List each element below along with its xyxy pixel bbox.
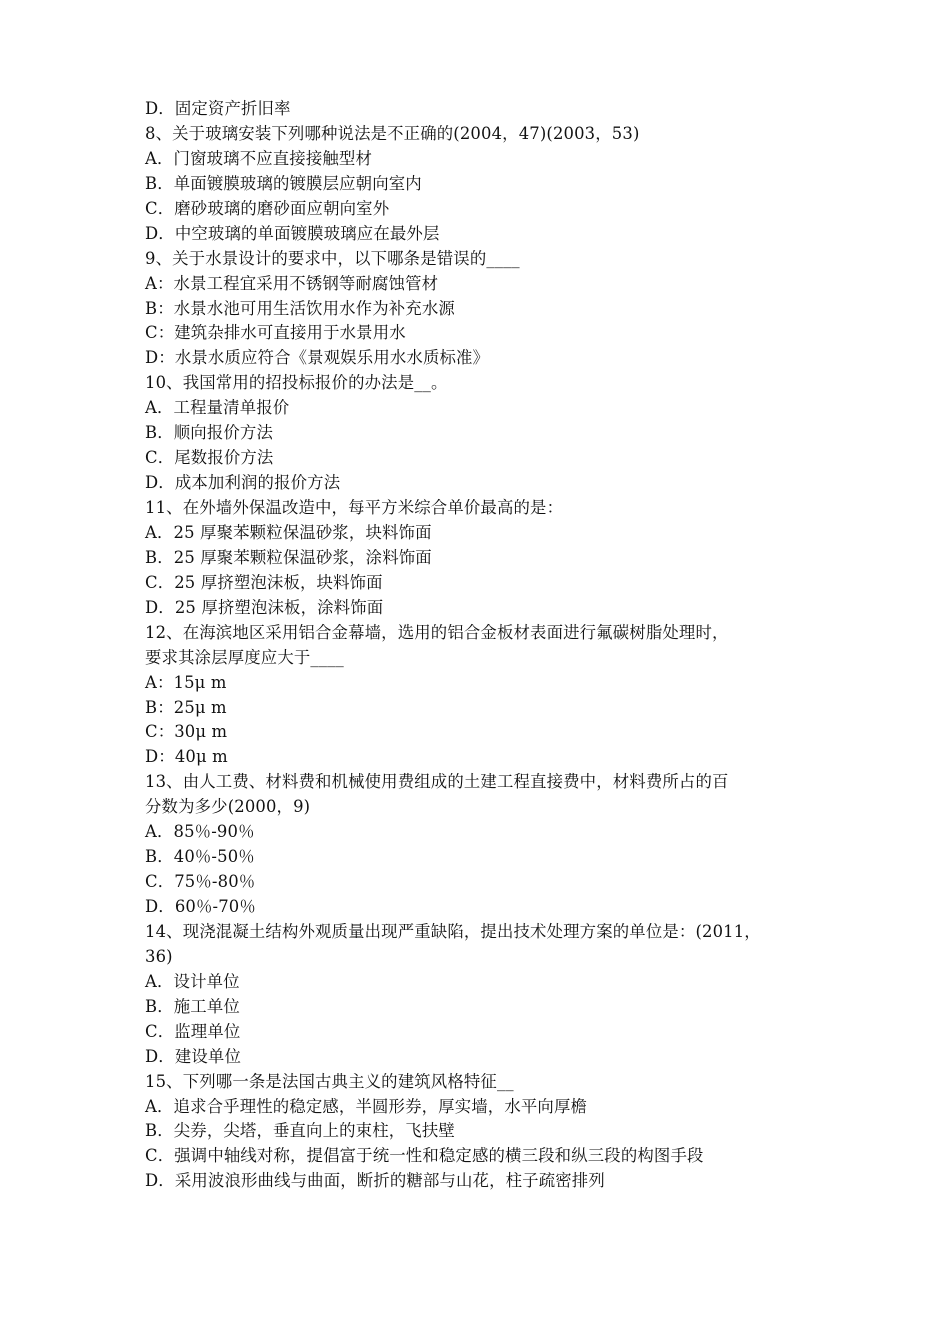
question-14-line-2: 36) bbox=[145, 946, 173, 966]
option-d-q15: D．采用波浪形曲线与曲面，断折的糖部与山花，柱子疏密排列 bbox=[145, 1171, 605, 1191]
question-11: 11、在外墙外保温改造中，每平方米综合单价最高的是： bbox=[145, 498, 564, 517]
option-a-q11: A．25 厚聚苯颗粒保温砂浆，块料饰面 bbox=[145, 522, 432, 542]
option-a-q10: A．工程量清单报价 bbox=[145, 398, 290, 418]
option-c-q8: C．磨砂玻璃的磨砂面应朝向室外 bbox=[145, 198, 390, 218]
question-13-line-1: 13、由人工费、材料费和机械使用费组成的土建工程直接费中，材料费所占的百 bbox=[145, 772, 729, 792]
option-c-q11: C．25 厚挤塑泡沫板，块料饰面 bbox=[145, 572, 383, 592]
option-c-q12: C：30μ m bbox=[145, 722, 228, 742]
question-9: 9、关于水景设计的要求中，以下哪条是错误的____ bbox=[145, 248, 520, 268]
option-b-q12: B：25μ m bbox=[145, 697, 227, 717]
option-b-q11: B．25 厚聚苯颗粒保温砂浆，涂料饰面 bbox=[145, 547, 432, 567]
option-b-q8: B．单面镀膜玻璃的镀膜层应朝向室内 bbox=[145, 173, 422, 193]
option-c-q10: C．尾数报价方法 bbox=[145, 448, 274, 468]
option-d-q9: D：水景水质应符合《景观娱乐用水水质标准》 bbox=[145, 348, 490, 368]
option-b-q14: B．施工单位 bbox=[145, 996, 240, 1016]
option-d-q14: D．建设单位 bbox=[145, 1046, 241, 1066]
option-b-q9: B：水景水池可用生活饮用水作为补充水源 bbox=[145, 298, 455, 318]
option-d-q10: D．成本加利润的报价方法 bbox=[145, 473, 341, 493]
option-c-q14: C．监理单位 bbox=[145, 1021, 241, 1041]
option-b-q15: B．尖券，尖塔，垂直向上的束柱，飞扶壁 bbox=[145, 1121, 455, 1141]
option-a-q12: A：15μ m bbox=[145, 672, 227, 692]
option-a-q13: A．85％-90％ bbox=[145, 822, 255, 842]
option-a-q15: A．追求合乎理性的稳定感，半圆形券，厚实墙，水平向厚檐 bbox=[145, 1096, 588, 1116]
option-a-q9: A：水景工程宜采用不锈钢等耐腐蚀管材 bbox=[145, 273, 439, 293]
option-c-q9: C：建筑杂排水可直接用于水景用水 bbox=[145, 323, 406, 343]
option-b-q10: B．顺向报价方法 bbox=[145, 423, 273, 443]
option-d-q8: D．中空玻璃的单面镀膜玻璃应在最外层 bbox=[145, 223, 440, 243]
option-a-q8: A．门窗玻璃不应直接接触型材 bbox=[145, 148, 373, 168]
question-10: 10、我国常用的招投标报价的办法是__。 bbox=[145, 373, 448, 393]
question-12-line-1: 12、在海滨地区采用铝合金幕墙，选用的铝合金板材表面进行氟碳树脂处理时， bbox=[145, 622, 729, 642]
question-14-line-1: 14、现浇混凝土结构外观质量出现严重缺陷，提出技术处理方案的单位是：(2011， bbox=[145, 921, 761, 941]
option-a-q14: A．设计单位 bbox=[145, 971, 240, 991]
option-b-q13: B．40％-50％ bbox=[145, 847, 255, 867]
question-12-line-2: 要求其涂层厚度应大于____ bbox=[145, 647, 344, 667]
question-8: 8、关于玻璃安装下列哪种说法是不正确的(2004，47)(2003，53) bbox=[145, 123, 640, 143]
option-c-q15: C．强调中轴线对称，提倡富于统一性和稳定感的横三段和纵三段的构图手段 bbox=[145, 1146, 704, 1166]
question-text-block bbox=[145, 97, 825, 1194]
option-c-q13: C．75％-80％ bbox=[145, 872, 256, 892]
question-13-line-2: 分数为多少(2000，9) bbox=[145, 797, 311, 817]
option-d-q7: D．固定资产折旧率 bbox=[145, 99, 291, 118]
option-d-q12: D：40μ m bbox=[145, 747, 228, 767]
option-d-q11: D．25 厚挤塑泡沫板，涂料饰面 bbox=[145, 597, 384, 617]
question-15: 15、下列哪一条是法国古典主义的建筑风格特征__ bbox=[145, 1071, 514, 1091]
option-d-q13: D．60％-70％ bbox=[145, 897, 256, 916]
